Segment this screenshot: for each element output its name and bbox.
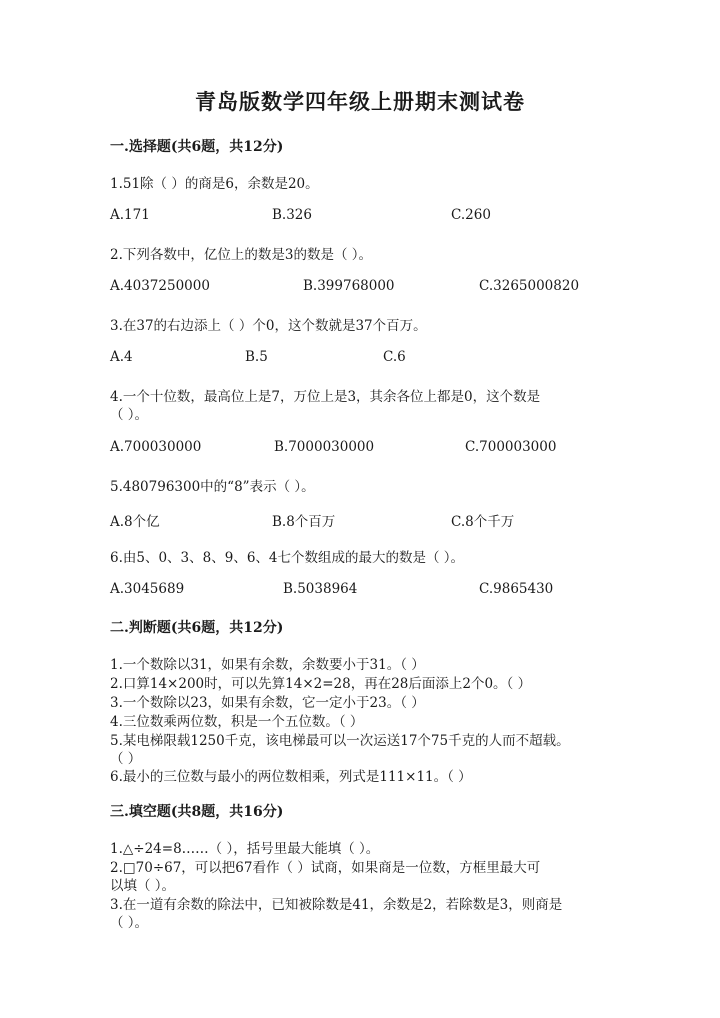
section-heading-choice: 一.选择题(共6题，共12分): [110, 139, 284, 155]
option-a: A.4: [110, 349, 133, 365]
option-b: B.8个百万: [272, 514, 336, 530]
option-a: A.8个亿: [110, 514, 160, 530]
option-a: A.171: [110, 207, 150, 223]
section-heading-judgement: 二.判断题(共6题，共12分): [110, 620, 284, 636]
judgement-line: 2.口算14×200时，可以先算14×2=28，再在28后面添上2个0。（ ）: [110, 676, 532, 692]
question-text: 1.51除（ ）的商是6，余数是20。: [110, 176, 319, 192]
fill-in-line: 1.△÷24=8……（ ），括号里最大能填（ ）。: [110, 841, 380, 857]
question-text-continued: （ ）。: [110, 407, 149, 423]
option-c: C.9865430: [479, 581, 554, 597]
judgement-line: 1.一个数除以31，如果有余数，余数要小于31。（ ）: [110, 657, 425, 673]
option-c: C.6: [383, 349, 406, 365]
question-text: 5.480796300中的“8”表示（ ）。: [110, 479, 315, 495]
option-b: B.326: [272, 207, 312, 223]
option-b: B.5: [245, 349, 268, 365]
fill-in-line: 2.□70÷67，可以把67看作（ ）试商，如果商是一位数，方框里最大可: [110, 860, 541, 876]
fill-in-line: 以填（ ）。: [110, 878, 176, 894]
option-a: A.700030000: [110, 439, 202, 455]
question-text: 3.在37的右边添上（ ）个0，这个数就是37个百万。: [110, 318, 427, 334]
option-c: C.3265000820: [479, 278, 580, 294]
option-c: C.260: [451, 207, 491, 223]
question-text: 6.由5、0、3、8、9、6、4七个数组成的最大的数是（ ）。: [110, 550, 465, 566]
option-b: B.399768000: [303, 278, 395, 294]
fill-in-line: （ ）。: [110, 915, 149, 931]
fill-in-line: 3.在一道有余数的除法中，已知被除数是41，余数是2，若除数是3，则商是: [110, 897, 563, 913]
option-a: A.3045689: [110, 581, 185, 597]
judgement-line: 3.一个数除以23，如果有余数，它一定小于23。（ ）: [110, 695, 425, 711]
judgement-line: 5.某电梯限载1250千克，该电梯最可以一次运送17个75千克的人而不超载。: [110, 733, 570, 749]
page-title: 青岛版数学四年级上册期末测试卷: [195, 89, 525, 114]
option-c: C.8个千万: [451, 514, 515, 530]
option-b: B.5038964: [283, 581, 358, 597]
judgement-line: 6.最小的三位数与最小的两位数相乘，列式是111×11。（ ）: [110, 769, 472, 785]
section-heading-fill-in: 三.填空题(共8题，共16分): [110, 804, 284, 820]
option-c: C.700003000: [465, 439, 557, 455]
judgement-line: （ ）: [110, 751, 142, 767]
option-b: B.7000030000: [274, 439, 375, 455]
option-a: A.4037250000: [110, 278, 210, 294]
question-text: 2.下列各数中，亿位上的数是3的数是（ ）。: [110, 247, 373, 263]
judgement-line: 4.三位数乘两位数，积是一个五位数。（ ）: [110, 714, 364, 730]
question-text: 4.一个十位数，最高位上是7，万位上是3，其余各位上都是0，这个数是: [110, 389, 541, 405]
